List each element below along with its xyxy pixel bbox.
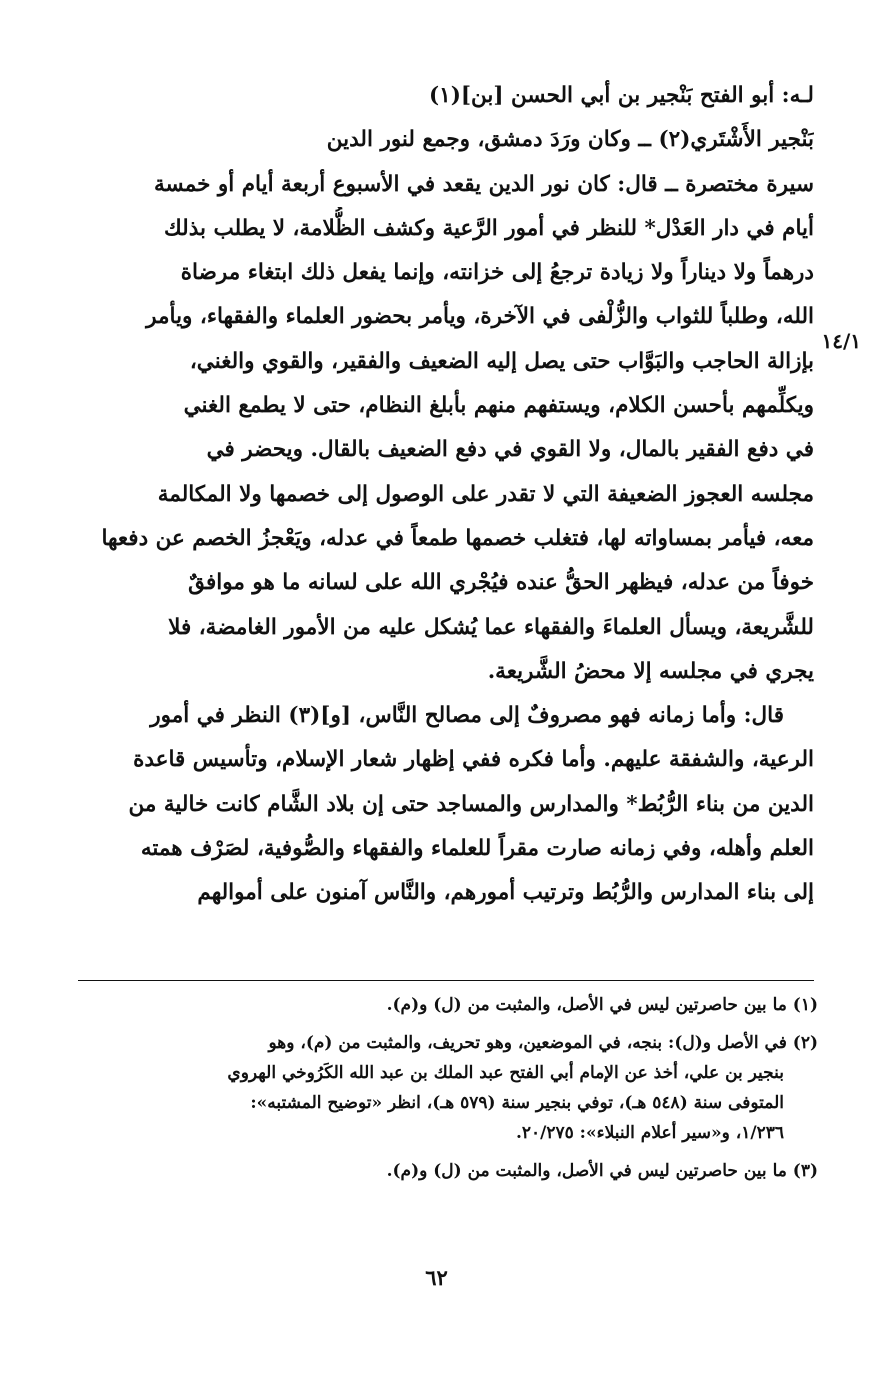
text-line: أيام في دار العَدْل* للنظر في أمور الرَّعية وكشف الظُّلامة، لا يطلب بذلك <box>164 215 814 241</box>
text-line: الله، وطلباً للثواب والزُّلْفى في الآخرة، ويأمر بحضور العلماء والفقهاء، ويأمر <box>146 304 814 330</box>
footnote-2: (٢) في الأصل و(ل): بنجه، في الموضعين، وهو تحريف، والمثبت من (م)، وهو <box>268 1033 818 1053</box>
footnote-2-line: المتوفى سنة (٥٤٨ هـ)، توفي بنجير سنة (٥٧٩ هـ)، انظر «توضيح المشتبه»: <box>250 1093 784 1113</box>
text-line: بَنْجير الأَشْتَري(٢) ــ وكان ورَدَ دمشق، وجمع لنور الدين <box>326 127 814 153</box>
margin-reference: ١٤/١ <box>821 329 861 353</box>
footnote-divider <box>78 980 814 981</box>
text-line: درهماً ولا ديناراً ولا زيادة ترجعُ إلى خزانته، وإنما يفعل ذلك ابتغاء مرضاة <box>180 260 814 286</box>
text-line: العلم وأهله، وفي زمانه صارت مقراً للعلماء والفقهاء والصُّوفية، لصَرْف همته <box>140 836 814 862</box>
text-line: الدين من بناء الرُّبُط* والمدارس والمساجد حتى إن بلاد الشَّام كانت خالية من <box>128 791 814 817</box>
footnote-3: (٣) ما بين حاصرتين ليس في الأصل، والمثبت من (ل) و(م). <box>386 1161 818 1181</box>
text-line: الرعية، والشفقة عليهم. وأما فكره ففي إظهار شعار الإسلام، وتأسيس قاعدة <box>133 747 814 773</box>
text-line: يجري في مجلسه إلا محضُ الشَّريعة. <box>487 658 814 684</box>
footnotes <box>70 990 818 1186</box>
text-line: معه، فيأمر بمساواته لها، فتغلب خصمها طمعاً في عدله، ويَعْجزُ الخصم عن دفعها <box>101 525 814 551</box>
footnote-1: (١) ما بين حاصرتين ليس في الأصل، والمثبت من (ل) و(م). <box>386 995 818 1015</box>
text-line: لـه: أبو الفتح بَنْجير بن أبي الحسن [بن](١) <box>428 83 814 108</box>
text-line: مجلسه العجوز الضعيفة التي لا تقدر على الوصول إلى خصمها ولا المكالمة <box>157 481 814 507</box>
text-line: في دفع الفقير بالمال، ولا القوي في دفع الضعيف بالقال. ويحضر في <box>206 437 814 463</box>
footnote-2-line: بنجير بن علي، أخذ عن الإمام أبي الفتح عبد الملك بن عبد الله الكَرُوخي الهروي <box>227 1063 784 1083</box>
text-line: خوفاً من عدله، فيظهر الحقُّ عنده فيُجْري الله على لسانه ما هو موافقٌ <box>188 570 814 596</box>
text-line: إلى بناء المدارس والرُّبُط وترتيب أمورهم، والنَّاس آمنون على أموالهم <box>197 880 814 906</box>
main-text <box>62 74 814 916</box>
text-line: سيرة مختصرة ــ قال: كان نور الدين يقعد في الأسبوع أربعة أيام أو خمسة <box>153 171 814 197</box>
text-line: للشَّريعة، ويسأل العلماءَ والفقهاء عما يُشكل عليه من الأمور الغامضة، فلا <box>168 614 814 640</box>
text-line: ويكلِّمهم بأحسن الكلام، ويستفهم منهم بأبلغ النظام، حتى لا يطمع الغني <box>183 393 814 419</box>
footnote-2-line: ١/٢٣٦، و«سير أعلام النبلاء»: ٢٠/٢٧٥. <box>515 1123 784 1143</box>
page-number: ٦٢ <box>425 1265 448 1290</box>
text-line: بإزالة الحاجب والبَوَّاب حتى يصل إليه الضعيف والفقير، والقوي والغني، <box>189 348 814 374</box>
text-line: قال: وأما زمانه فهو مصروفٌ إلى مصالح النَّاس، [و](٣) النظر في أمور <box>150 703 784 729</box>
